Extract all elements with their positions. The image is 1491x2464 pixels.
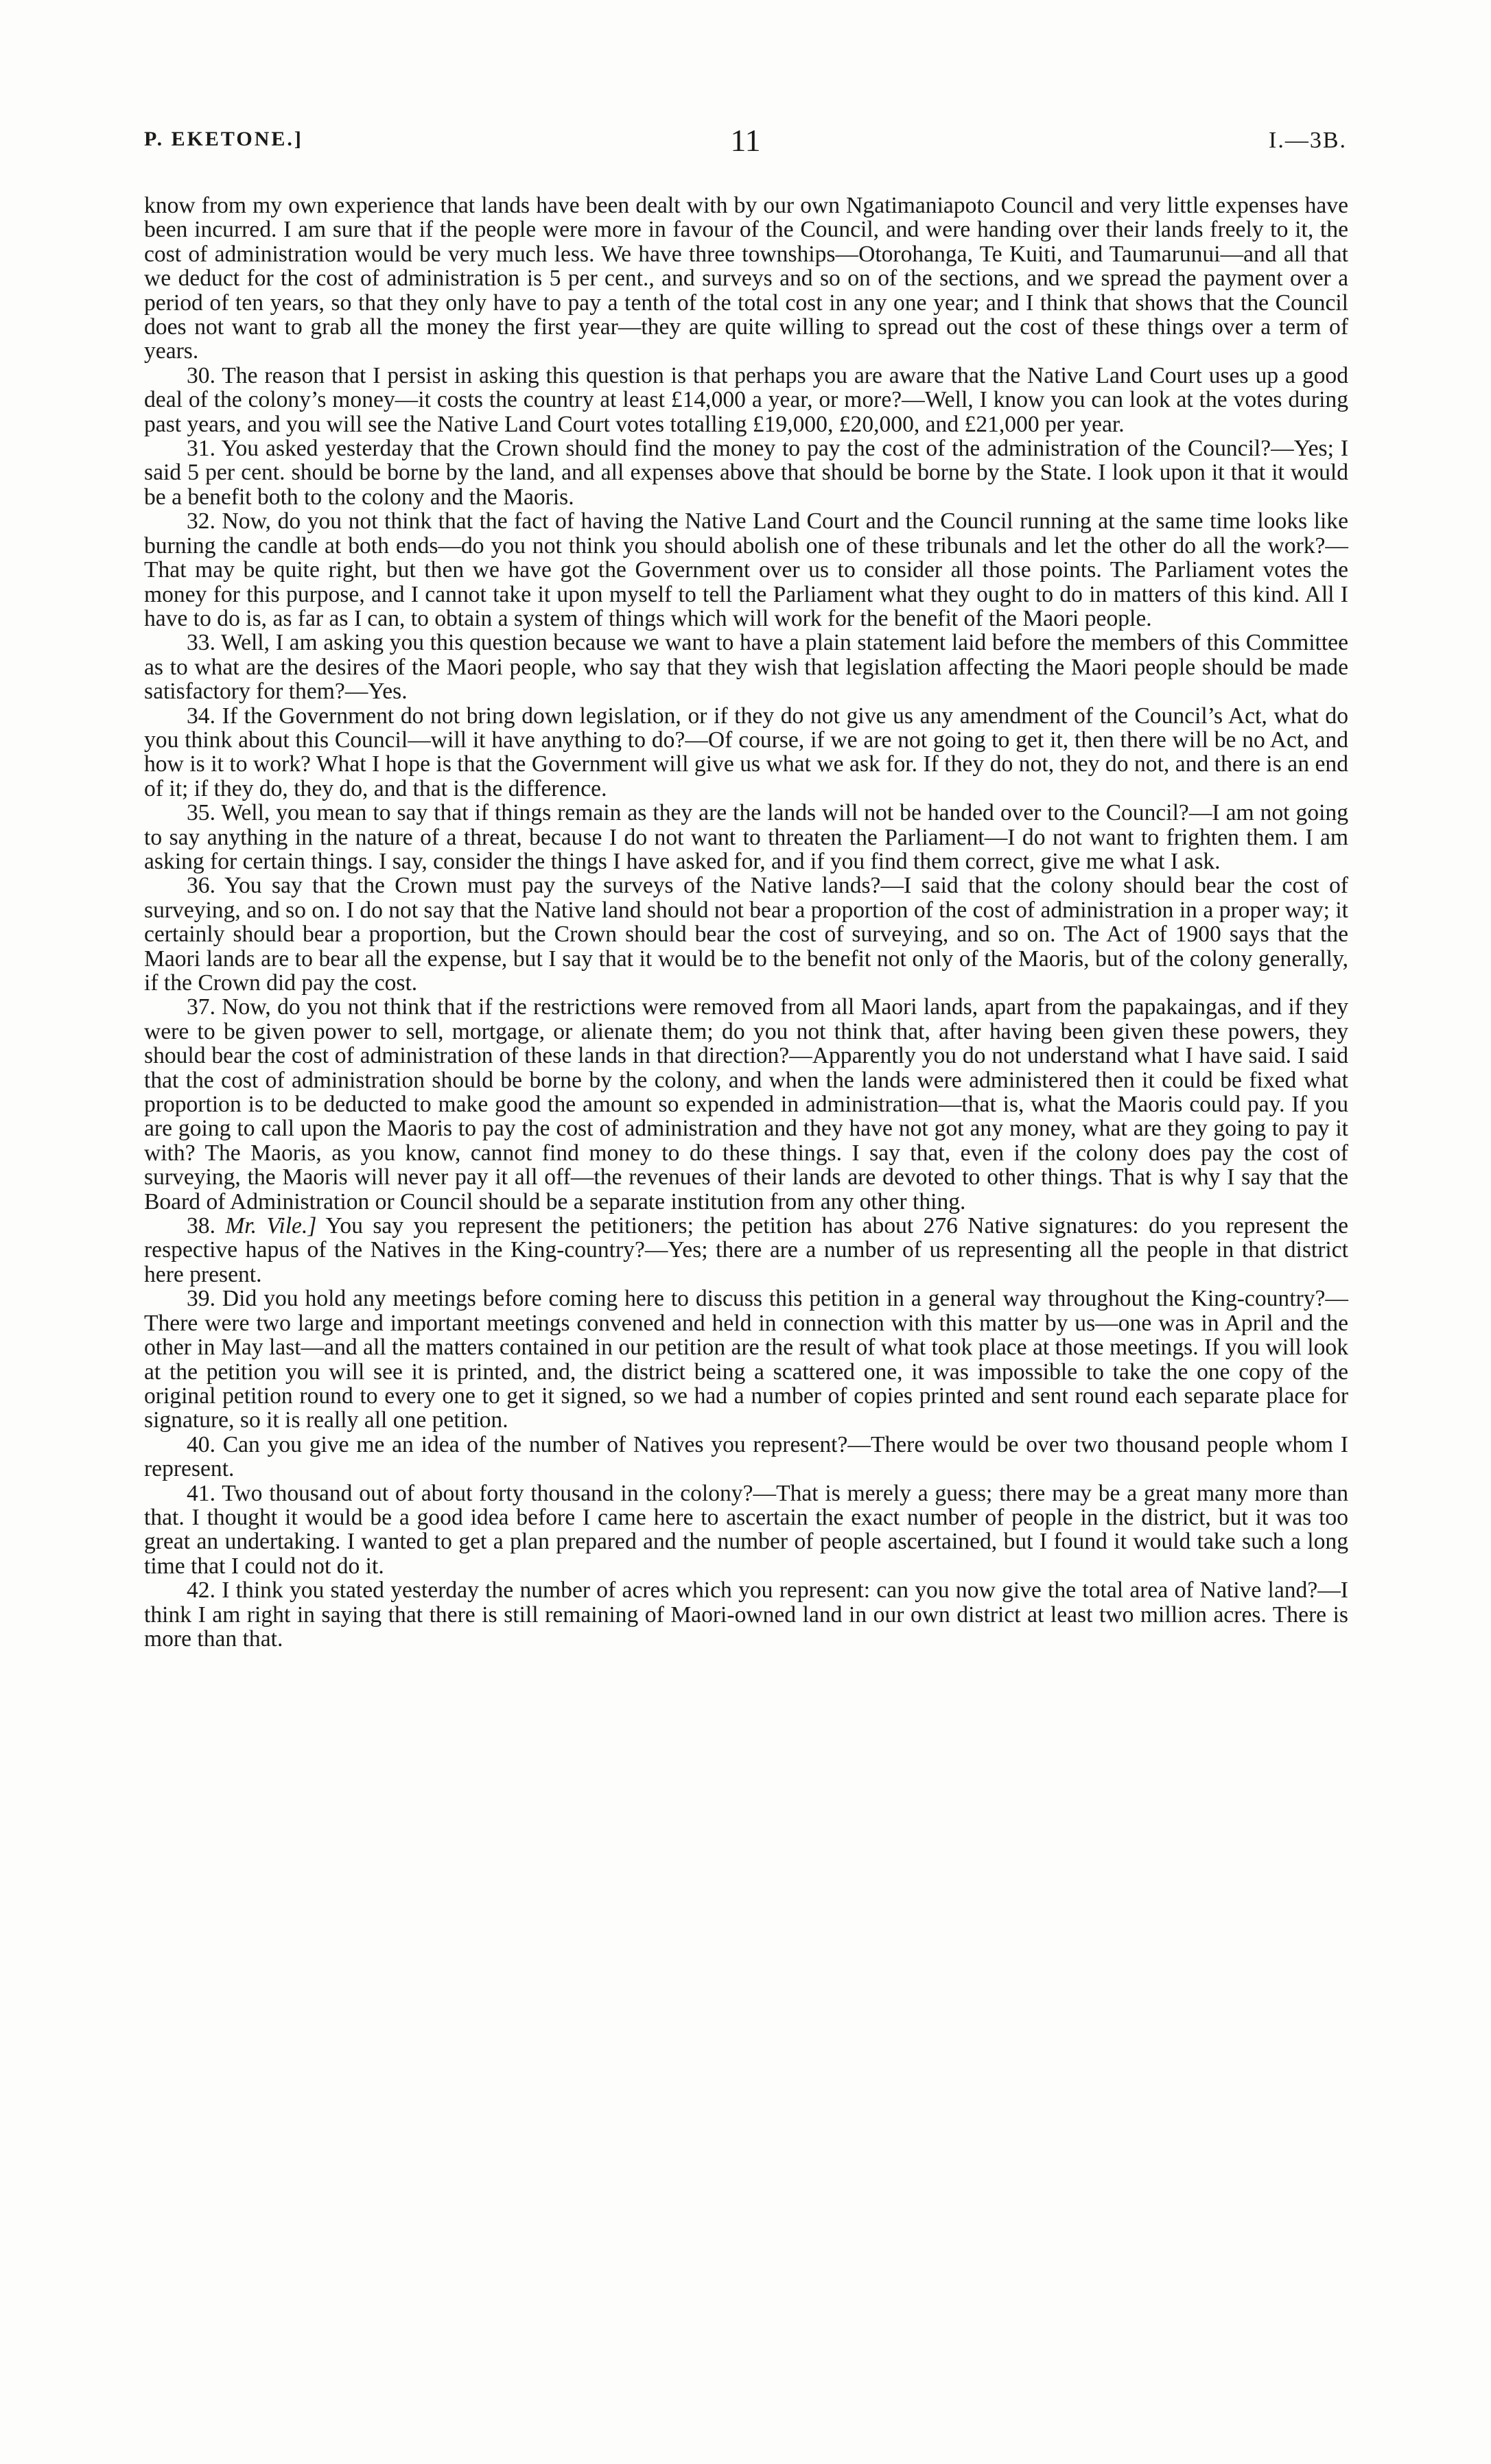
paragraph-text: You say you represent the petitioners; the petition has about 276 Native signatures: do you represent the respective hapus of the Natives in the King-country?—Yes; there are a number of us representing all the people in that district here present. [144, 1213, 1348, 1287]
paragraph: 37. Now, do you not think that if the restrictions were removed from all Maori lands, apart from the papakaingas, and if they were to be given power to sell, mortgage, or alienate them; do you not think that, after having been given these powers, they should bear the cost of administration of these lands in that direction?—Apparently you do not understand what I have said. I said that the cost of administration should be borne by the colony, and when the lands were administered then it could be fixed what proportion is to be deducted to make good the amount so expended in administration—that is, what the Maoris could pay. If you are going to call upon the Maoris to pay the cost of administration and they have not got any money, what are they going to pay it with? The Maoris, as you know, cannot find money to do these things. I say that, even if the colony does pay the cost of surveying, the Maoris will never pay it all off—the revenues of their lands are devoted to other things. That is why I say that the Board of Administration or Council should be a separate institution from any other thing. [144, 994, 1348, 1215]
body-text [144, 193, 1348, 1651]
paragraph: 33. Well, I am asking you this question because we want to have a plain statement laid before the members of this Committee as to what are the desires of the Maori people, who say that they wish that legislation affecting the Maori people should be made satisfactory for them?—Yes. [144, 630, 1348, 705]
question-number: 38. [187, 1213, 215, 1239]
paragraph: 36. You say that the Crown must pay the surveys of the Native lands?—I said that the colony should bear the cost of surveying, and so on. I do not say that the Native land should not bear a proportion of the cost of administration in a proper way; it certainly should bear a proportion, but the Crown should bear the cost of surveying, and so on. The Act of 1900 says that the Maori lands are to bear all the expense, but I say that it would be to the benefit not only of the Maoris, but of the colony generally, if the Crown did pay the cost. [144, 873, 1349, 996]
speaker-label: Mr. Vile.] [225, 1213, 317, 1239]
paragraph: 31. You asked yesterday that the Crown should find the money to pay the cost of the administration of the Council?—Yes; I said 5 per cent. should be borne by the land, and all expenses above that should be borne by the State. I look upon it that it would be a benefit both to the colony and the Maoris. [144, 436, 1348, 510]
document-reference: I.—3B. [1269, 128, 1347, 153]
paragraph: know from my own experience that lands have been dealt with by our own Ngatimaniapoto Council and very little expenses have been incurred. I am sure that if the people were more in favour of the Council, and were handing over their lands freely to it, the cost of administration would be very much less. We have three townships—Otorohanga, Te Kuiti, and Taumarunui—and all that we deduct for the cost of administration is 5 per cent., and surveys and so on of the sections, and we spread the payment over a period of ten years, so that they only have to pay a tenth of the total cost in any one year; and I think that shows that the Council does not want to grab all the money the first year—they are quite willing to spread out the cost of these things over a term of years. [144, 193, 1348, 364]
paragraph: 34. If the Government do not bring down legislation, or if they do not give us any amendment of the Council’s Act, what do you think about this Council—will it have anything to do?—Of course, if we are not going to get it, then there will be no Act, and how is it to work? What I hope is that the Government will give us what we ask for. If they do not, they do not, and there is an end of it; if they do, they do, and that is the difference. [144, 703, 1348, 801]
paragraph: 32. Now, do you not think that the fact of having the Native Land Court and the Council running at the same time looks like burning the candle at both ends—do you not think you should abolish one of these tribunals and let the other do all the work?—That may be quite right, but then we have got the Government over us to consider all those points. The Parliament votes the money for this purpose, and I cannot take it upon myself to tell the Parliament what they ought to do in matters of this kind. All I have to do is, as far as I can, to obtain a system of things which will work for the benefit of the Maori people. [144, 508, 1348, 631]
paragraph: 39. Did you hold any meetings before coming here to discuss this petition in a general way throughout the King-country?—There were two large and important meetings convened and held in connection with this matter by us—one was in April and the other in May last—and all the matters contained in our petition are the result of what took place at those meetings. If you will look at the petition you will see it is printed, and, the district being a scattered one, it was impossible to take the one copy of the original petition round to every one to get it signed, so we had a number of copies printed and sent round each separate place for signature, so it is really all one petition. [144, 1286, 1348, 1433]
header-witness-name: P. EKETONE.] [144, 128, 303, 150]
paragraph: 30. The reason that I persist in asking this question is that perhaps you are aware that the Native Land Court uses up a good deal of the colony’s money—it costs the country at least £14,000 a year, or more?—Well, I know you can look at the votes during past years, and you will see the Native Land Court votes totalling £19,000, £20,000, and £21,000 per year. [144, 362, 1348, 437]
page-number: 11 [730, 123, 761, 158]
paragraph [144, 1214, 1348, 1287]
page-header [144, 122, 1347, 163]
paragraph: 41. Two thousand out of about forty thousand in the colony?—That is merely a guess; there may be a great many more than that. I thought it would be a good idea before I came here to ascertain the exact number of people in the district, but it was too great an undertaking. I wanted to get a plan prepared and the number of people ascertained, but I found it would take such a long time that I could not do it. [144, 1480, 1348, 1579]
paragraph: 42. I think you stated yesterday the number of acres which you represent: can you now give the total area of Native land?—I think I am right in saying that there is still remaining of Maori-owned land in our own district at least two million acres. There is more than that. [144, 1577, 1348, 1652]
paragraph: 40. Can you give me an idea of the number of Natives you represent?—There would be over two thousand people whom I represent. [144, 1431, 1348, 1482]
paragraph: 35. Well, you mean to say that if things remain as they are the lands will not be handed over to the Council?—I am not going to say anything in the nature of a threat, because I do not want to threaten the Parliament—I do not want to frighten them. I am asking for certain things. I say, consider the things I have asked for, and if you find them correct, give me what I ask. [144, 800, 1348, 874]
